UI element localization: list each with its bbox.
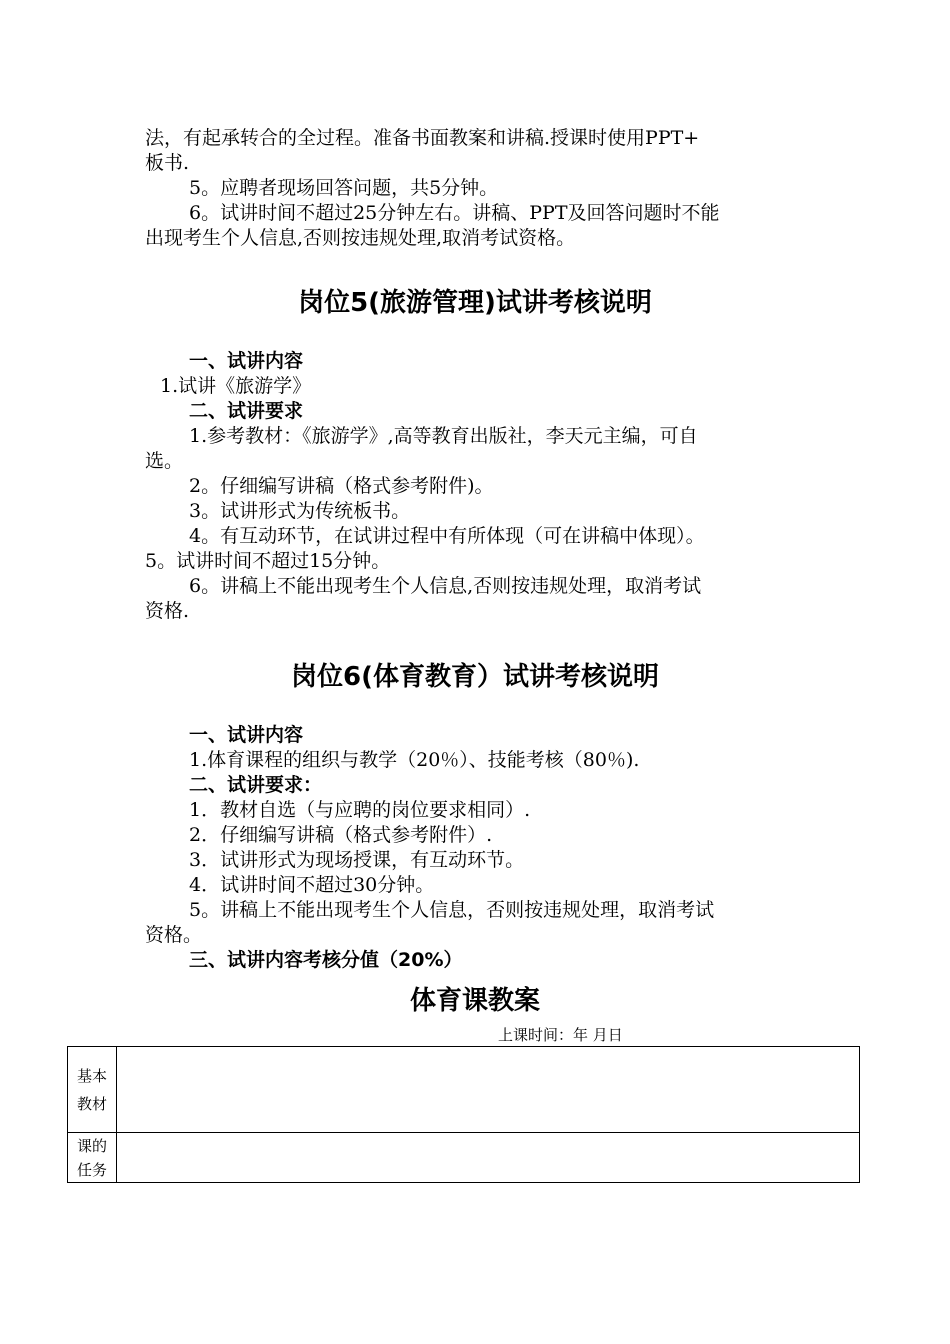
table-row xyxy=(68,1133,860,1183)
paragraph-line: 5。试讲时间不超过15分钟。 xyxy=(145,550,391,572)
lesson-plan-title: 体育课教案 xyxy=(409,986,540,1016)
row-content-lesson-task[interactable] xyxy=(117,1133,860,1183)
paragraph-line: 资格. xyxy=(145,600,190,622)
paragraph-line: 1.参考教材：《旅游学》,高等教育出版社，李天元主编，可自 xyxy=(189,425,698,447)
row-content-basic-material[interactable] xyxy=(117,1047,860,1133)
paragraph-line: 2。仔细编写讲稿（格式参考附件)。 xyxy=(189,475,494,497)
lesson-date-label: 上课时间：年 月日 xyxy=(498,1026,623,1044)
paragraph-line: 出现考生个人信息,否则按违规处理,取消考试资格。 xyxy=(145,227,576,249)
row-label-line: 教材 xyxy=(76,1094,107,1113)
paragraph-line: 1．教材自选（与应聘的岗位要求相同）. xyxy=(189,799,531,821)
paragraph-line: 4。有互动环节，在试讲过程中有所体现（可在讲稿中体现）。 xyxy=(189,525,705,547)
paragraph-line: 6。讲稿上不能出现考生个人信息,否则按违规处理，取消考试 xyxy=(189,575,702,597)
paragraph-line: 6。试讲时间不超过25分钟左右。讲稿、PPT及回答问题时不能 xyxy=(189,202,720,224)
paragraph-line: 2．仔细编写讲稿（格式参考附件）. xyxy=(189,824,493,846)
row-label-line: 任务 xyxy=(76,1160,107,1179)
section6-heading-score: 三、试讲内容考核分值（20%） xyxy=(189,949,463,971)
paragraph-line: 3。试讲形式为传统板书。 xyxy=(189,500,411,522)
section6-heading-requirements: 二、试讲要求： xyxy=(189,774,323,796)
paragraph-line: 板书. xyxy=(145,152,190,174)
paragraph-line: 5。应聘者现场回答问题，共5分钟。 xyxy=(189,177,499,199)
paragraph-line: 法，有起承转合的全过程。准备书面教案和讲稿.授课时使用PPT+ xyxy=(145,127,700,149)
section5-heading-requirements: 二、试讲要求 xyxy=(189,400,304,422)
table-row xyxy=(68,1047,860,1133)
paragraph-line: 5。讲稿上不能出现考生个人信息，否则按违规处理，取消考试 xyxy=(189,899,715,921)
paragraph-line: 选。 xyxy=(145,450,184,472)
paragraph-line: 4．试讲时间不超过30分钟。 xyxy=(189,874,435,896)
paragraph-line: 资格。 xyxy=(145,924,203,946)
row-label-basic-material xyxy=(68,1047,117,1133)
section5-item: 1.试讲《旅游学》 xyxy=(160,375,312,397)
section6-heading-content: 一、试讲内容 xyxy=(189,724,304,746)
section6-title: 岗位6(体育教育）试讲考核说明 xyxy=(291,662,659,692)
paragraph-line: 3．试讲形式为现场授课，有互动环节。 xyxy=(189,849,525,871)
section5-heading-content: 一、试讲内容 xyxy=(189,350,304,372)
section6-item: 1.体育课程的组织与教学（20％）、技能考核（80％). xyxy=(189,749,640,771)
row-label-line: 课的 xyxy=(76,1136,107,1155)
row-label-lesson-task xyxy=(68,1133,117,1183)
lesson-plan-table xyxy=(67,1046,860,1183)
row-label-line: 基本 xyxy=(76,1066,107,1085)
section5-title: 岗位5(旅游管理)试讲考核说明 xyxy=(298,288,652,318)
